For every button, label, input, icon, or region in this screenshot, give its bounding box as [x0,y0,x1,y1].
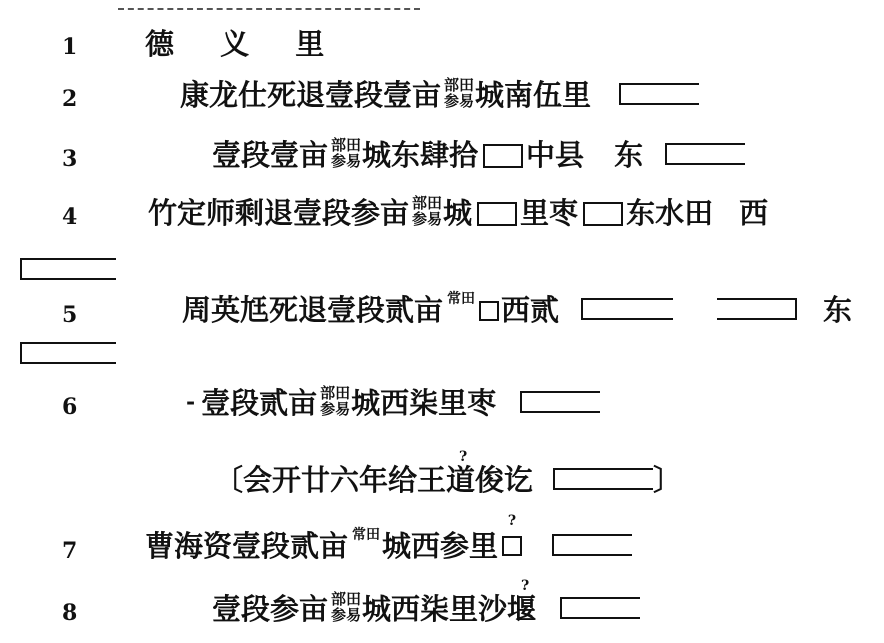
line-number: 3 [62,146,78,172]
superscript-annotation: 常田 [352,526,381,543]
lacuna-mark [581,298,673,320]
uncertain-mark: ? [521,578,530,594]
line-text: 西 [739,196,769,231]
lacuna-box [483,144,523,168]
note-body: 〔会开廿六年给王道俊讫 [214,463,534,497]
stacked-annotation [331,138,361,170]
annotation-bottom: 参易 [412,209,443,228]
line-text: 城西参里 [382,529,499,563]
line-text: 城西柒里枣 [351,386,497,421]
top-rule [118,8,420,10]
line-number: 1 [62,34,78,60]
document-line [212,590,640,627]
line-text: 壹段参亩 [212,592,329,627]
line-number: 5 [62,302,78,328]
line-text: 中县 [526,138,585,173]
line-text: 城南伍里 [475,78,592,113]
lacuna-mark [520,391,600,413]
line-text: 西贰 [501,293,560,327]
lacuna-mark [552,534,632,556]
line-text: 曹海资壹段贰亩 [145,529,349,563]
uncertain-glyph [500,513,524,561]
line-text: 德 义 里 [145,27,343,61]
line-number: 8 [62,600,78,626]
stacked-annotation [412,196,442,228]
lacuna-box [479,301,499,321]
lacuna-mark [619,83,699,105]
lacuna-box [583,202,623,226]
annotation-top: 部田 [331,136,362,154]
document-line [212,136,745,173]
lacuna-box [477,202,517,226]
lacuna-box [502,536,522,556]
line-number: 6 [62,394,78,420]
line-text: 城 [443,196,473,231]
line-text: 城西柒里沙堰 [362,592,537,627]
stacked-annotation [320,386,350,418]
annotation-top: 部田 [444,76,475,94]
document-line [145,513,632,563]
line-text: 东 [614,138,644,173]
stacked-annotation [331,592,361,624]
line-text: 东 [823,293,853,327]
document-line [214,463,683,497]
lacuna-mark [20,342,116,364]
line-text: 周英尪死退壹段贰亩 [182,293,444,327]
stacked-annotation [444,78,474,110]
document-line [182,290,854,327]
line-text: 东水田 [626,196,714,231]
lacuna-mark [717,298,797,320]
lacuna-mark [665,143,745,165]
line-text: 竹定师剩退壹段参亩 [148,196,410,231]
lacuna-mark [560,597,640,619]
line-text: 城东肆拾 [362,138,479,173]
superscript-annotation: 常田 [447,290,476,307]
document-line [148,194,770,231]
lacuna-mark [553,468,653,490]
document-line [145,27,343,61]
annotation-top: 部田 [331,590,362,608]
annotation-bottom: 参易 [320,399,351,418]
uncertain-mark: ? [459,449,468,465]
annotation-top: 部田 [320,384,351,402]
annotation-top: 部田 [412,194,443,212]
line-number: 7 [62,538,78,564]
line-text: 壹段壹亩 [212,138,329,173]
line-text: 里枣 [520,196,579,231]
note-text [214,463,534,497]
annotation-bottom: 参易 [444,91,475,110]
line-number: 2 [62,86,78,112]
uncertain-mark: ? [507,513,517,529]
document-line [186,384,600,421]
ink-mark: - [186,388,196,415]
line-number: 4 [62,204,78,230]
closing-bracket: 〕 [653,463,683,497]
annotation-bottom: 参易 [331,151,362,170]
lacuna-mark [20,258,116,280]
line-text: 康龙仕死退壹段壹亩 [180,78,442,113]
annotation-bottom: 参易 [331,605,362,624]
line-text: 壹段贰亩 [201,386,318,421]
document-line [180,76,699,113]
